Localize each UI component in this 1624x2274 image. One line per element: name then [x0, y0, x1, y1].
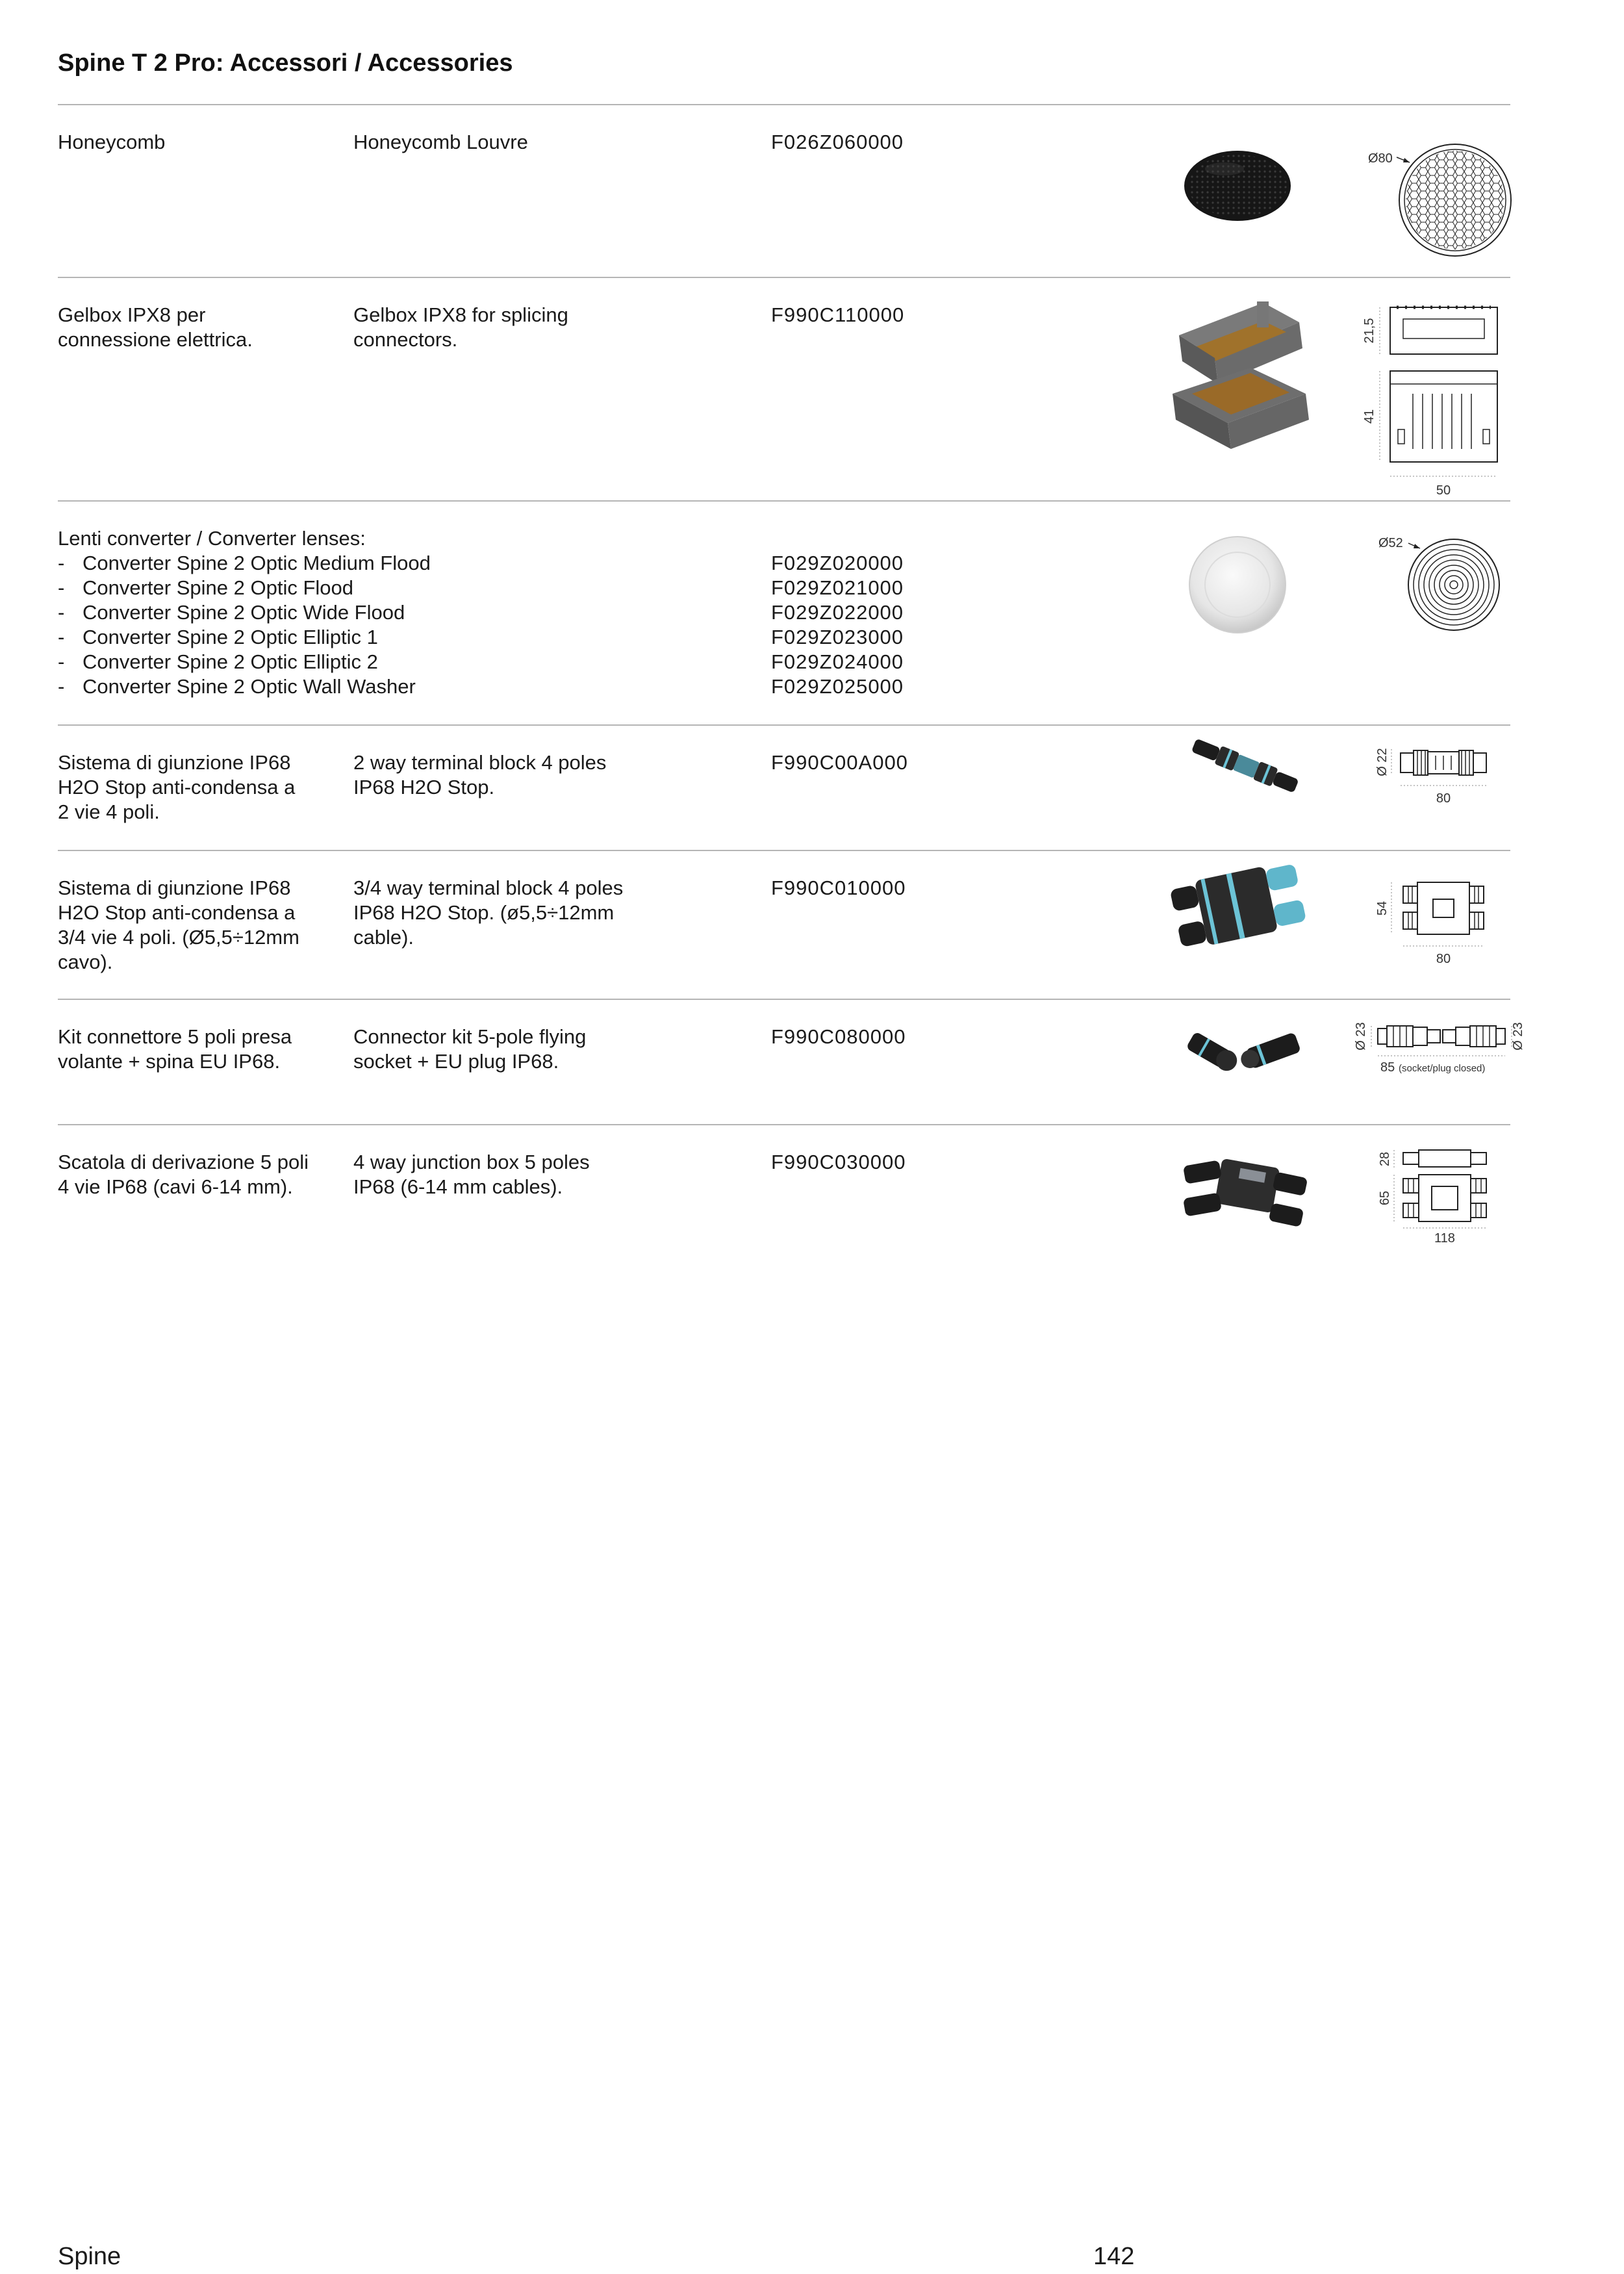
list-dash: -	[58, 650, 65, 673]
english-name-line: 3/4 way terminal block 4 poles	[353, 876, 624, 899]
product-code: F990C110000	[771, 303, 905, 326]
diameter-dimension: Ø 23	[1354, 1022, 1368, 1051]
english-name-line: IP68 H2O Stop. (ø5,5÷12mm	[353, 901, 615, 924]
length-dimension: 85	[1380, 1060, 1395, 1075]
width-dimension: 118	[1434, 1231, 1455, 1246]
depth-dimension: 41	[1362, 409, 1377, 424]
height-dimension: 54	[1375, 901, 1389, 916]
divider	[58, 277, 1510, 278]
italian-name-line: Sistema di giunzione IP68	[58, 751, 291, 774]
english-name-line: cable).	[353, 926, 414, 949]
lens-item: - Converter Spine 2 Optic Elliptic 2	[58, 650, 378, 673]
terminal-block-34way-photo	[1169, 863, 1312, 960]
lens-item: - Converter Spine 2 Optic Wide Flood	[58, 601, 405, 624]
junction-box-photo	[1179, 1143, 1309, 1234]
divider	[58, 500, 1510, 502]
diameter-dimension: Ø 23	[1511, 1022, 1525, 1051]
list-dash: -	[58, 626, 65, 648]
italian-name-line: cavo).	[58, 951, 113, 973]
italian-name-line: 4 vie IP68 (cavi 6-14 mm).	[58, 1175, 293, 1198]
list-dash: -	[58, 601, 65, 624]
divider	[58, 1124, 1510, 1125]
diameter-label: Ø52	[1378, 536, 1403, 550]
height-dimension: 28	[1378, 1151, 1392, 1167]
italian-name-line: Gelbox IPX8 per	[58, 303, 206, 326]
lens-item: - Converter Spine 2 Optic Medium Flood	[58, 552, 431, 574]
english-name-line: IP68 (6-14 mm cables).	[353, 1175, 563, 1198]
product-code: F029Z025000	[771, 675, 904, 698]
terminal-block-2way-drawing	[1364, 737, 1520, 815]
italian-name-line: Scatola di derivazione 5 poli	[58, 1151, 309, 1173]
width-dimension: 50	[1436, 483, 1451, 498]
footer-section-name: Spine	[58, 2243, 121, 2270]
product-code: F029Z024000	[771, 650, 904, 673]
italian-name-line: H2O Stop anti-condensa a	[58, 901, 296, 924]
connector-kit-photo	[1182, 1018, 1312, 1083]
italian-name: Honeycomb	[58, 131, 166, 153]
italian-name-line: connessione elettrica.	[58, 328, 253, 351]
divider	[58, 104, 1510, 105]
product-code: F990C010000	[771, 876, 906, 899]
italian-name-line: Kit connettore 5 poli presa	[58, 1025, 292, 1048]
junction-box-drawing	[1364, 1143, 1520, 1247]
depth-dimension: 65	[1378, 1190, 1392, 1206]
converter-lens-photo	[1186, 533, 1289, 637]
product-code: F990C030000	[771, 1151, 906, 1173]
lens-item: - Converter Spine 2 Optic Flood	[58, 576, 353, 599]
list-dash: -	[58, 675, 65, 698]
italian-name-line: 3/4 vie 4 poli. (Ø5,5÷12mm	[58, 926, 299, 949]
list-dash: -	[58, 576, 65, 599]
italian-name-line: H2O Stop anti-condensa a	[58, 776, 296, 798]
product-code: F026Z060000	[771, 131, 904, 153]
page-number: 142	[1093, 2243, 1135, 2270]
english-name-line: 2 way terminal block 4 poles	[353, 751, 607, 774]
divider	[58, 724, 1510, 726]
lens-item: - Converter Spine 2 Optic Elliptic 1	[58, 626, 378, 648]
italian-name-line: 2 vie 4 poli.	[58, 800, 160, 823]
product-code: F990C080000	[771, 1025, 906, 1048]
italian-name-line: volante + spina EU IP68.	[58, 1050, 281, 1073]
english-name-line: 4 way junction box 5 poles	[353, 1151, 590, 1173]
italian-name-line: Sistema di giunzione IP68	[58, 876, 291, 899]
product-code: F029Z023000	[771, 626, 904, 648]
lenses-heading: Lenti converter / Converter lenses:	[58, 527, 366, 550]
product-code: F029Z020000	[771, 552, 904, 574]
terminal-block-34way-drawing	[1364, 869, 1520, 967]
english-name-line: Connector kit 5-pole flying	[353, 1025, 587, 1048]
product-code: F029Z021000	[771, 576, 904, 599]
length-dimension: 80	[1436, 791, 1451, 806]
list-dash: -	[58, 552, 65, 574]
honeycomb-drawing	[1364, 136, 1520, 266]
gelbox-drawing	[1351, 300, 1514, 501]
english-name-line: IP68 H2O Stop.	[353, 776, 495, 798]
english-name-line: socket + EU plug IP68.	[353, 1050, 559, 1073]
lens-item: - Converter Spine 2 Optic Wall Washer	[58, 675, 416, 698]
connector-kit-drawing	[1341, 1018, 1536, 1096]
product-code: F029Z022000	[771, 601, 904, 624]
diameter-label: Ø80	[1368, 151, 1393, 166]
gelbox-photo	[1166, 296, 1315, 459]
converter-lens-drawing	[1364, 526, 1520, 650]
terminal-block-2way-photo	[1186, 731, 1302, 802]
height-dimension: 21,5	[1362, 318, 1377, 344]
length-dimension: 80	[1436, 952, 1451, 966]
product-code: F990C00A000	[771, 751, 908, 774]
dimension-note: (socket/plug closed)	[1399, 1063, 1486, 1074]
page-title: Spine T 2 Pro: Accessori / Accessories	[58, 49, 513, 77]
divider	[58, 999, 1510, 1000]
honeycomb-photo	[1179, 143, 1296, 227]
english-name-line: Gelbox IPX8 for splicing	[353, 303, 568, 326]
divider	[58, 850, 1510, 851]
english-name-line: connectors.	[353, 328, 458, 351]
english-name: Honeycomb Louvre	[353, 131, 528, 153]
diameter-dimension: Ø 22	[1375, 748, 1389, 776]
